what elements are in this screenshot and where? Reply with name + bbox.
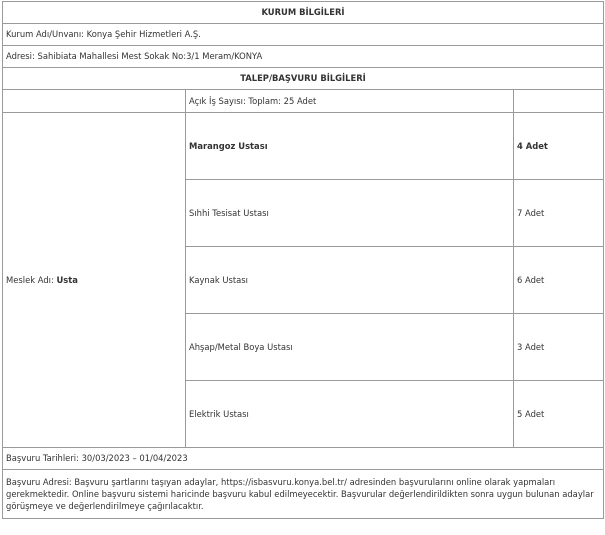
meslek-value: Usta [56, 274, 78, 285]
job-name: Marangoz Ustası [186, 113, 514, 180]
kurum-address-cell [3, 46, 604, 68]
kurum-name-value: Konya Şehir Hizmetleri A.Ş. [86, 29, 201, 40]
application-address-note: Başvuru Adresi: Başvuru şartlarını taşıyan adaylar, https://isbasvuru.konya.bel.tr/ adresinden başvurularını online olarak yapmaları gerekmektedir. Online başvuru sistemi haricinde başvuru kabul edilmeyecektir. Başvurular değerlendirildikten sonra uygun bulunan adaylar görüşmeye ve değerlendirilmeye çağırılacaktır. [3, 470, 604, 519]
job-count: 7 Adet [514, 180, 604, 247]
kurum-name-cell [3, 24, 604, 46]
kurum-address-label: Adresi: [6, 51, 35, 62]
job-count: 5 Adet [514, 381, 604, 448]
job-name: Kaynak Ustası [186, 247, 514, 314]
empty-cell [3, 90, 186, 113]
job-count: 4 Adet [514, 113, 604, 180]
job-posting-table [2, 1, 604, 519]
open-jobs-total: Açık İş Sayısı: Toplam: 25 Adet [186, 90, 514, 113]
job-name: Sıhhi Tesisat Ustası [186, 180, 514, 247]
empty-count-cell [514, 90, 604, 113]
kurum-name-label: Kurum Adı/Unvanı: [6, 29, 84, 40]
meslek-cell [3, 113, 186, 448]
kurum-heading: KURUM BİLGİLERİ [3, 2, 604, 24]
job-name: Ahşap/Metal Boya Ustası [186, 314, 514, 381]
application-dates: Başvuru Tarihleri: 30/03/2023 – 01/04/2023 [3, 448, 604, 470]
talep-heading: TALEP/BAŞVURU BİLGİLERİ [3, 68, 604, 90]
job-name: Elektrik Ustası [186, 381, 514, 448]
job-count: 3 Adet [514, 314, 604, 381]
meslek-label: Meslek Adı: [6, 274, 54, 285]
job-count: 6 Adet [514, 247, 604, 314]
kurum-address-value: Sahibiata Mahallesi Mest Sokak No:3/1 Meram/KONYA [37, 51, 263, 62]
